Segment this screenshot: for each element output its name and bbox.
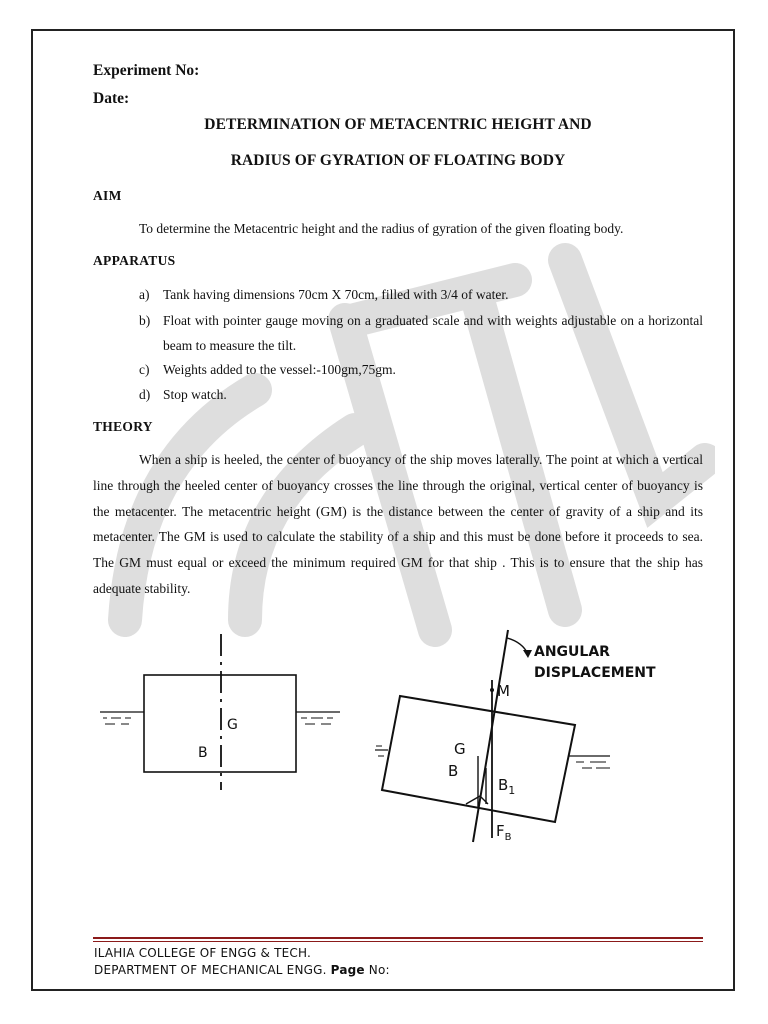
footer-rule-thick [93, 937, 703, 939]
footer-page-no-label: No: [368, 963, 390, 977]
footer-page-label: Page [330, 963, 365, 977]
apparatus-item-a [93, 282, 703, 307]
footer-college: ILAHIA COLLEGE OF ENGG & TECH. [94, 946, 311, 960]
water-marks-right [576, 762, 610, 768]
list-text: Tank having dimensions 70cm X 70cm, filled with 3/4 of water. [163, 287, 509, 302]
footer-rule-thin [93, 941, 703, 942]
label-b: B [198, 745, 208, 761]
label-g: G [454, 740, 466, 758]
label-g: G [227, 717, 238, 733]
list-marker: c) [139, 362, 150, 377]
list-text: Stop watch. [163, 387, 227, 402]
label-b: B [448, 762, 459, 780]
list-marker: a) [139, 287, 150, 302]
experiment-no-label: Experiment No: [93, 62, 200, 79]
footer-department: DEPARTMENT OF MECHANICAL ENGG. [94, 963, 327, 977]
label-b1: $B_1$ [498, 776, 516, 797]
apparatus-item-c [93, 357, 703, 382]
list-text: Float with pointer gauge moving on a graduated scale and with weights adjustable on a horizontal beam to measure the tilt. [163, 313, 703, 353]
heeled-body-diagram [370, 628, 700, 848]
water-marks-right [301, 718, 333, 724]
floating-body-outline [144, 675, 296, 772]
apparatus-item-b [93, 308, 703, 358]
upright-body-diagram [95, 630, 355, 790]
list-text: Weights added to the vessel:-100gm,75gm. [163, 362, 396, 377]
metacenter-point [490, 688, 494, 692]
label-fb: $F_B$ [496, 822, 512, 843]
displacement-label: DISPLACEMENT [534, 665, 656, 681]
list-marker: b) [139, 313, 151, 328]
angular-label: ANGULAR [534, 644, 610, 660]
label-m: M [497, 682, 510, 700]
date-label: Date: [93, 90, 130, 107]
list-marker: d) [139, 387, 151, 402]
force-arrows [466, 756, 488, 808]
theory-paragraph: When a ship is heeled, the center of buoyancy of the ship moves laterally. The point at which a vertical line through the heeled center of buoyancy crosses the line through the original, vertical center of buoyancy is the metacenter. The metacentric height (GM) is the distance between the center of gravity of a ship and its metacenter. The GM is used to calculate the stability of a ship and this must be done before it proceeds to sea. The GM must equal or exceed the minimum required GM for that ship . This is to ensure that the ship has adequate stability. [93, 452, 703, 596]
water-marks-left [376, 746, 384, 756]
water-marks-left [103, 718, 131, 724]
aim-heading: AIM [93, 188, 122, 203]
title-line-2: RADIUS OF GYRATION OF FLOATING BODY [230, 152, 566, 169]
theory-heading: THEORY [93, 419, 153, 434]
footer-department-line [94, 963, 390, 977]
apparatus-heading: APPARATUS [93, 253, 176, 268]
apparatus-item-d [93, 382, 703, 407]
aim-text: To determine the Metacentric height and the radius of gyration of the given floating body. [139, 221, 624, 236]
title-line-1: DETERMINATION OF METACENTRIC HEIGHT AND [204, 116, 592, 133]
arc-arrow-icon [523, 650, 532, 658]
